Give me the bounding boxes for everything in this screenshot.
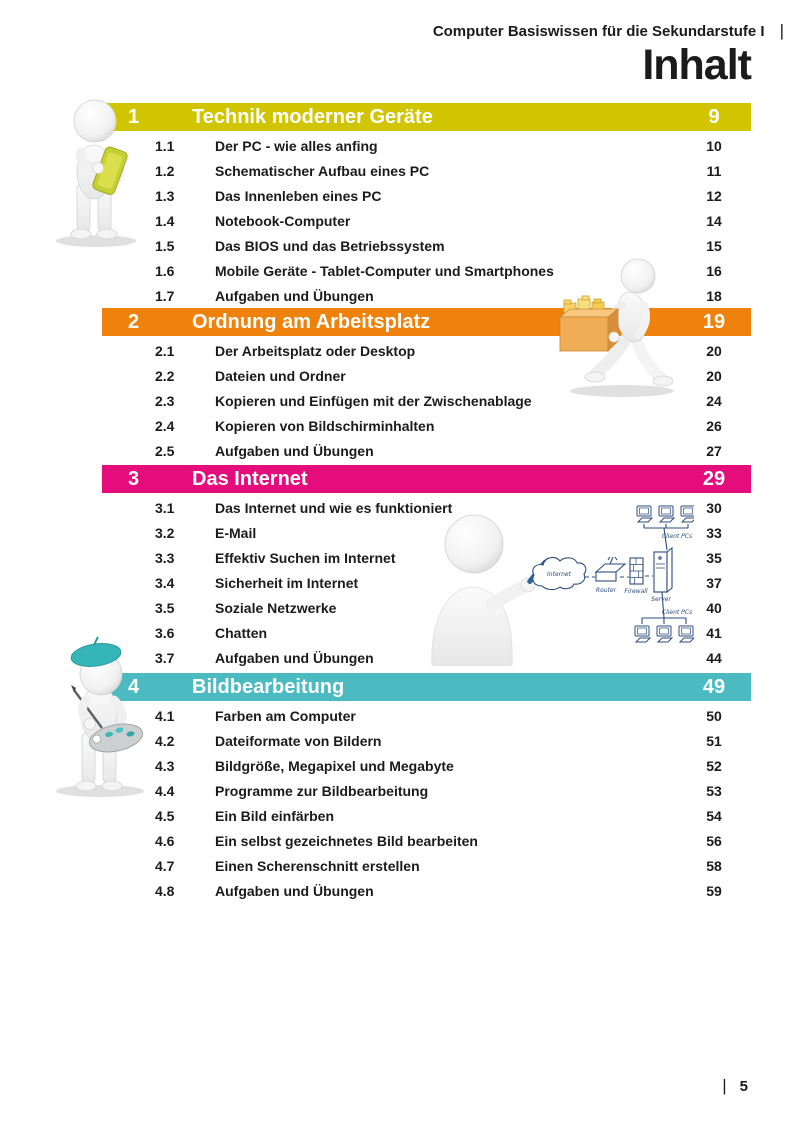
item-title: Kopieren von Bildschirminhalten bbox=[215, 418, 435, 434]
item-page-number: 54 bbox=[706, 808, 722, 824]
figure-painter-illustration bbox=[46, 628, 158, 805]
chapter-bar bbox=[102, 673, 751, 701]
item-page-number: 41 bbox=[706, 625, 722, 641]
item-page-number: 33 bbox=[706, 525, 722, 541]
item-title: Ein selbst gezeichnetes Bild bearbeiten bbox=[215, 833, 478, 849]
item-title: Aufgaben und Übungen bbox=[215, 650, 374, 666]
item-number: 3.4 bbox=[155, 575, 175, 591]
item-page-number: 27 bbox=[706, 443, 722, 459]
item-title: E-Mail bbox=[215, 525, 257, 541]
item-page-number: 10 bbox=[706, 138, 722, 154]
chapter-title: Bildbearbeitung bbox=[192, 676, 345, 698]
item-number: 4.2 bbox=[155, 733, 175, 749]
chapter-title: Technik moderner Geräte bbox=[192, 106, 433, 128]
item-number: 1.4 bbox=[155, 213, 175, 229]
item-number: 3.3 bbox=[155, 550, 175, 566]
toc-row bbox=[102, 754, 751, 779]
item-page-number: 44 bbox=[706, 650, 722, 666]
firewall-icon bbox=[630, 558, 643, 584]
footer-page-number: 5 bbox=[739, 1078, 748, 1095]
item-number: 4.6 bbox=[155, 833, 175, 849]
page-footer bbox=[722, 1078, 748, 1095]
chapter-title: Das Internet bbox=[192, 468, 308, 490]
item-number: 3.2 bbox=[155, 525, 175, 541]
item-page-number: 50 bbox=[706, 708, 722, 724]
item-number: 3.5 bbox=[155, 600, 175, 616]
header-separator: | bbox=[779, 21, 784, 40]
item-number: 2.5 bbox=[155, 443, 175, 459]
item-number: 4.1 bbox=[155, 708, 175, 724]
item-page-number: 26 bbox=[706, 418, 722, 434]
folder-box-icon bbox=[560, 296, 618, 351]
item-title: Aufgaben und Übungen bbox=[215, 288, 374, 304]
toc-row bbox=[102, 829, 751, 854]
item-page-number: 24 bbox=[706, 393, 722, 409]
item-title: Das BIOS und das Betriebssystem bbox=[215, 238, 445, 254]
item-page-number: 53 bbox=[706, 783, 722, 799]
toc-row bbox=[102, 704, 751, 729]
item-number: 1.3 bbox=[155, 188, 175, 204]
item-title: Der PC - wie alles anfing bbox=[215, 138, 378, 154]
item-title: Effektiv Suchen im Internet bbox=[215, 550, 396, 566]
item-title: Kopieren und Einfügen mit der Zwischenablage bbox=[215, 393, 532, 409]
item-title: Das Internet und wie es funktioniert bbox=[215, 500, 453, 516]
item-title: Soziale Netzwerke bbox=[215, 600, 337, 616]
toc-row bbox=[102, 854, 751, 879]
item-title: Notebook-Computer bbox=[215, 213, 351, 229]
page-title: Inhalt bbox=[642, 41, 751, 89]
client-pcs-bottom-label: Client PCs bbox=[661, 609, 693, 616]
toc-row bbox=[102, 879, 751, 904]
item-number: 2.3 bbox=[155, 393, 175, 409]
toc-row bbox=[102, 134, 751, 159]
item-title: Einen Scherenschnitt erstellen bbox=[215, 858, 420, 874]
toc-row bbox=[102, 184, 751, 209]
item-title: Chatten bbox=[215, 625, 268, 641]
toc-row bbox=[102, 439, 751, 464]
item-page-number: 58 bbox=[706, 858, 722, 874]
item-page-number: 37 bbox=[706, 575, 722, 591]
server-icon bbox=[654, 548, 672, 592]
item-page-number: 11 bbox=[706, 163, 722, 179]
item-title: Farben am Computer bbox=[215, 708, 356, 724]
item-title: Sicherheit im Internet bbox=[215, 575, 359, 591]
client-pcs-top-label: Client PCs bbox=[661, 533, 693, 540]
item-page-number: 15 bbox=[706, 238, 722, 254]
chapter-page-number: 49 bbox=[702, 676, 726, 698]
item-page-number: 51 bbox=[706, 733, 722, 749]
item-title: Aufgaben und Übungen bbox=[215, 883, 374, 899]
item-number: 1.1 bbox=[155, 138, 175, 154]
network-sketch-icon bbox=[424, 498, 694, 666]
item-title: Dateiformate von Bildern bbox=[215, 733, 382, 749]
item-title: Das Innenleben eines PC bbox=[215, 188, 382, 204]
chapter-item-list bbox=[102, 704, 751, 904]
figure-clipboard-illustration bbox=[46, 92, 142, 255]
item-page-number: 59 bbox=[706, 883, 722, 899]
item-number: 1.5 bbox=[155, 238, 175, 254]
item-title: Ein Bild einfärben bbox=[215, 808, 335, 824]
chapter-page-number: 9 bbox=[708, 106, 720, 128]
toc-row bbox=[102, 209, 751, 234]
item-title: Mobile Geräte - Tablet-Computer und Smartphones bbox=[215, 263, 554, 279]
chapter-number: 4 bbox=[128, 676, 140, 698]
painter-figure-icon bbox=[46, 628, 158, 800]
item-page-number: 12 bbox=[706, 188, 722, 204]
folder-carrier-figure-icon bbox=[554, 255, 688, 399]
toc-row bbox=[102, 414, 751, 439]
item-page-number: 56 bbox=[706, 833, 722, 849]
footer-separator: | bbox=[722, 1076, 727, 1095]
item-number: 3.6 bbox=[155, 625, 175, 641]
item-number: 3.1 bbox=[155, 500, 175, 516]
item-page-number: 35 bbox=[706, 550, 722, 566]
toc-row bbox=[102, 159, 751, 184]
page-header bbox=[433, 23, 784, 40]
item-title: Schematischer Aufbau eines PC bbox=[215, 163, 430, 179]
item-page-number: 20 bbox=[706, 368, 722, 384]
toc-row bbox=[102, 729, 751, 754]
item-number: 4.4 bbox=[155, 783, 175, 799]
item-number: 1.2 bbox=[155, 163, 175, 179]
chapter-page-number: 19 bbox=[702, 311, 726, 333]
item-number: 4.8 bbox=[155, 883, 175, 899]
item-number: 4.5 bbox=[155, 808, 175, 824]
item-number: 4.3 bbox=[155, 758, 175, 774]
item-page-number: 14 bbox=[706, 213, 722, 229]
item-number: 1.6 bbox=[155, 263, 175, 279]
item-number: 2.2 bbox=[155, 368, 175, 384]
chapter-number: 1 bbox=[128, 106, 140, 128]
figure-network-diagram-illustration bbox=[424, 498, 694, 671]
figure-carrying-folders-illustration bbox=[554, 255, 688, 404]
chapter-number: 3 bbox=[128, 468, 140, 490]
toc-row bbox=[102, 804, 751, 829]
item-title: Bildgröße, Megapixel und Megabyte bbox=[215, 758, 454, 774]
item-number: 3.7 bbox=[155, 650, 175, 666]
item-page-number: 16 bbox=[706, 263, 722, 279]
internet-label: Internet bbox=[547, 571, 571, 578]
item-title: Dateien und Ordner bbox=[215, 368, 346, 384]
item-title: Programme zur Bildbearbeitung bbox=[215, 783, 429, 799]
item-number: 2.1 bbox=[155, 343, 175, 359]
header-title: Computer Basiswissen für die Sekundarstufe I bbox=[432, 23, 765, 40]
item-page-number: 20 bbox=[706, 343, 722, 359]
chapter-bar bbox=[102, 103, 751, 131]
router-label: Router bbox=[595, 587, 617, 594]
item-page-number: 40 bbox=[706, 600, 722, 616]
toc-row bbox=[102, 779, 751, 804]
chapter-page-number: 29 bbox=[702, 468, 726, 490]
item-number: 4.7 bbox=[155, 858, 175, 874]
chapter-number: 2 bbox=[128, 311, 140, 333]
item-page-number: 18 bbox=[706, 288, 722, 304]
item-page-number: 30 bbox=[706, 500, 722, 516]
chapter-bar bbox=[102, 465, 751, 493]
item-title: Der Arbeitsplatz oder Desktop bbox=[215, 343, 416, 359]
clipboard-figure-icon bbox=[46, 92, 142, 250]
firewall-label: Firewall bbox=[624, 588, 648, 595]
chapter-title: Ordnung am Arbeitsplatz bbox=[192, 311, 431, 333]
item-number: 1.7 bbox=[155, 288, 175, 304]
server-label: Server bbox=[651, 596, 671, 603]
item-number: 2.4 bbox=[155, 418, 175, 434]
item-page-number: 52 bbox=[706, 758, 722, 774]
chapter-section bbox=[102, 673, 751, 904]
item-title: Aufgaben und Übungen bbox=[215, 443, 374, 459]
